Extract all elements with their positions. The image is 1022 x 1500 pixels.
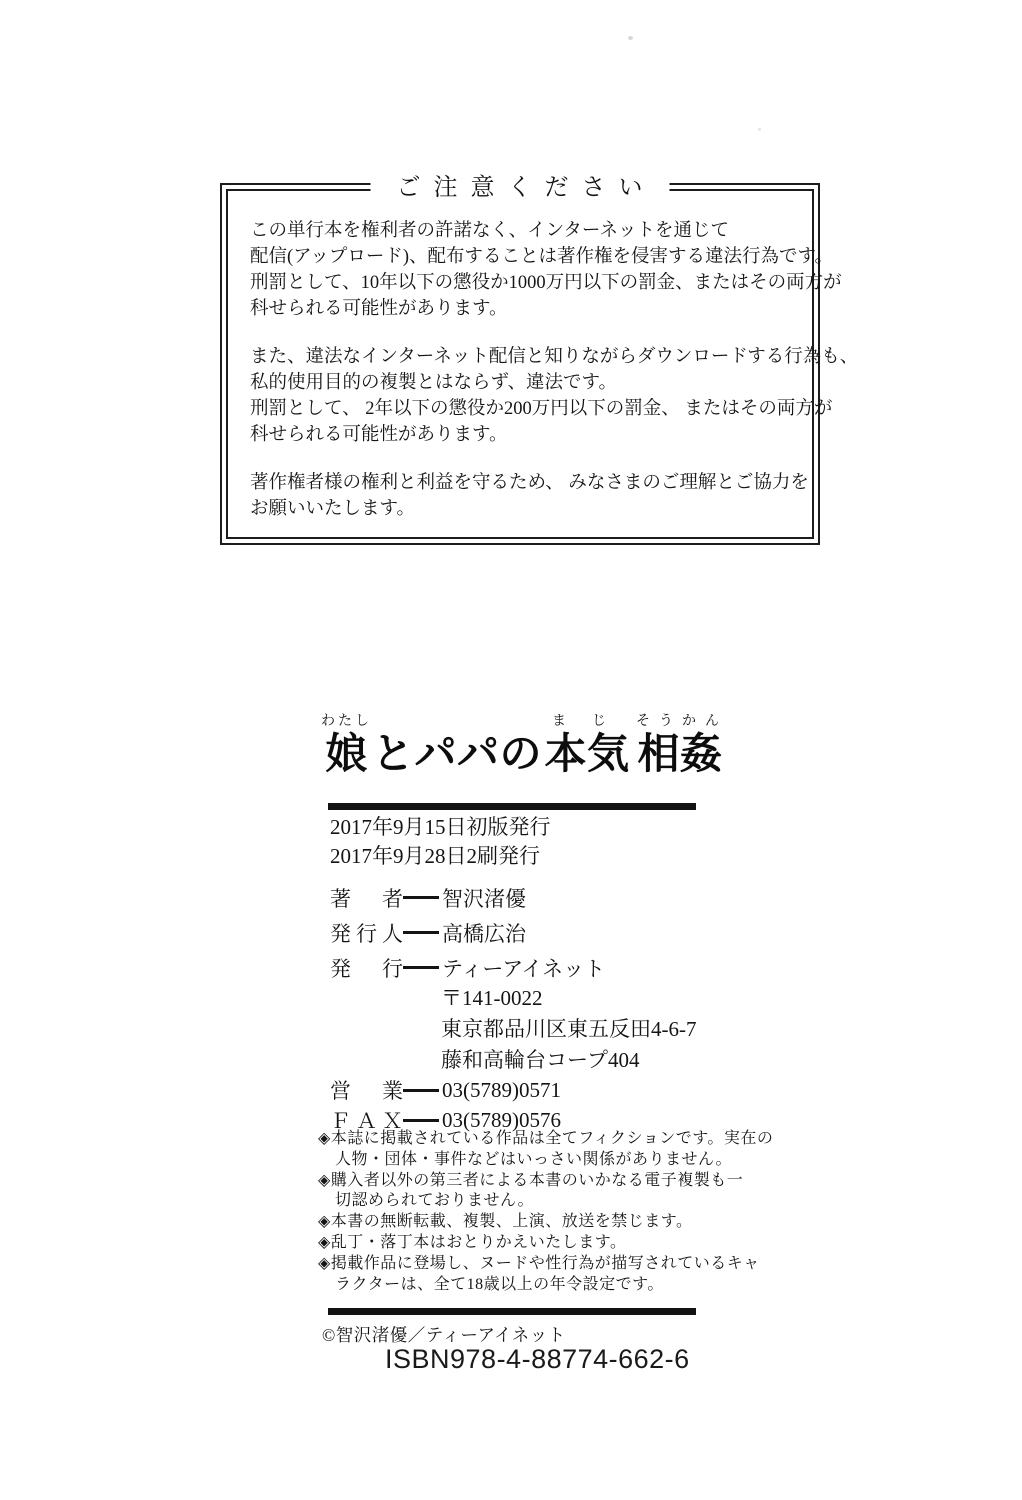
notice-paragraph [250, 470, 809, 522]
publication-rows [330, 880, 605, 985]
row-value: ティーアイネット [442, 956, 606, 981]
copyright-notice-box [220, 175, 859, 545]
address-block [441, 983, 697, 1076]
notice-title: ご注意ください [371, 167, 670, 202]
title-text: とパパの [372, 732, 543, 778]
divider-top [328, 803, 696, 810]
dash-line [403, 896, 439, 899]
furigana: そうかん [636, 714, 729, 729]
notice-line: 私的使用目的の複製とはならず、違法です。 [250, 373, 618, 393]
second-printing-date: 2017年9月28日2刷発行 [330, 844, 540, 868]
note-line: ◈乱丁・落丁本はおとりかえいたします。 [318, 1233, 627, 1251]
dash-line [403, 1089, 439, 1092]
notice-line: 刑罰として、 2年以下の懲役か200万円以下の罰金、 またはその両方が [250, 399, 833, 419]
notice-paragraph [250, 344, 859, 448]
furigana: わたし [321, 714, 372, 729]
scan-speck [628, 36, 633, 40]
book-title-ruby [372, 712, 542, 778]
book-title [321, 712, 728, 778]
legal-notes [318, 1129, 773, 1295]
furigana: まじ [552, 714, 633, 729]
notice-line: この単行本を権利者の許諾なく、インターネットを通じて [250, 221, 729, 241]
address-line: 東京都品川区東五反田4-6-7 [441, 1017, 697, 1041]
isbn: ISBN978-4-88774-662-6 [385, 1344, 690, 1374]
book-title-ruby [542, 712, 632, 778]
note-line: 人物・団体・事件などはいっさい関係がありません。 [335, 1150, 732, 1168]
divider-bottom [328, 1308, 696, 1315]
dash-line [403, 966, 439, 969]
row-value: 智沢渚優 [442, 886, 526, 911]
first-edition-date: 2017年9月15日初版発行 [330, 815, 551, 839]
row-value: 03(5789)0571 [442, 1077, 561, 1102]
copyright-line: ©智沢渚優／ティーアイネット [322, 1325, 566, 1345]
row-value: 03(5789)0576 [442, 1107, 561, 1132]
publisher-row [330, 950, 605, 985]
note-item [318, 1212, 773, 1233]
note-line: ◈本書の無断転載、複製、上演、放送を禁じます。 [318, 1213, 693, 1231]
notice-line: お願いいたします。 [250, 499, 416, 519]
notice-body [250, 218, 859, 522]
note-line: ◈購入者以外の第三者による本書のいかなる電子複製も一 [318, 1171, 744, 1189]
row-label: 営 業 [330, 1079, 403, 1103]
note-line: 切認められておりません。 [335, 1192, 534, 1210]
dash-line [403, 1119, 439, 1122]
notice-line: 刑罰として、10年以下の懲役か1000万円以下の罰金、またはその両方が [250, 273, 842, 293]
note-item [318, 1254, 773, 1296]
contact-rows [330, 1075, 561, 1135]
row-label: 発行人 [330, 921, 403, 946]
title-text: 娘 [325, 732, 368, 778]
author-row [330, 880, 605, 915]
note-item [318, 1233, 773, 1254]
note-line: ◈掲載作品に登場し、ヌードや性行為が描写されているキャ [318, 1254, 760, 1272]
notice-line: 著作権者様の権利と利益を守るため、 みなさまのご理解とご協力を [250, 473, 809, 493]
note-item [318, 1129, 773, 1171]
dash-line [403, 931, 439, 934]
notice-paragraph [250, 218, 842, 322]
address-line: 藤和高輪台コープ404 [441, 1048, 640, 1072]
notice-line: 科せられる可能性があります。 [250, 425, 508, 445]
scan-speck [758, 128, 761, 131]
row-value: 高橋広治 [442, 921, 526, 946]
title-text: 相姦 [637, 732, 723, 778]
notice-line: また、違法なインターネット配信と知りながらダウンロードする行為も、 [250, 347, 859, 367]
note-line: ラクターは、全て18歳以上の年令設定です。 [335, 1275, 664, 1293]
notice-line: 配信(アップロード)、配布することは著作権を侵害する違法行為です。 [250, 247, 834, 267]
row-label: 発 行 [330, 956, 403, 981]
postal-code: 〒141-0022 [441, 986, 543, 1010]
notice-line: 科せられる可能性があります。 [250, 299, 508, 319]
title-text: 本気 [544, 732, 630, 778]
book-title-ruby [321, 712, 372, 778]
publication-dates [330, 813, 551, 871]
publisher-person-row [330, 915, 605, 950]
note-line: ◈本誌に掲載されている作品は全てフィクションです。実在の [318, 1130, 774, 1147]
sales-phone-row [330, 1075, 561, 1105]
book-title-ruby [632, 712, 728, 778]
row-label: 著 者 [330, 886, 403, 911]
row-label: ＦＡＸ [330, 1109, 403, 1133]
note-item [318, 1171, 773, 1213]
